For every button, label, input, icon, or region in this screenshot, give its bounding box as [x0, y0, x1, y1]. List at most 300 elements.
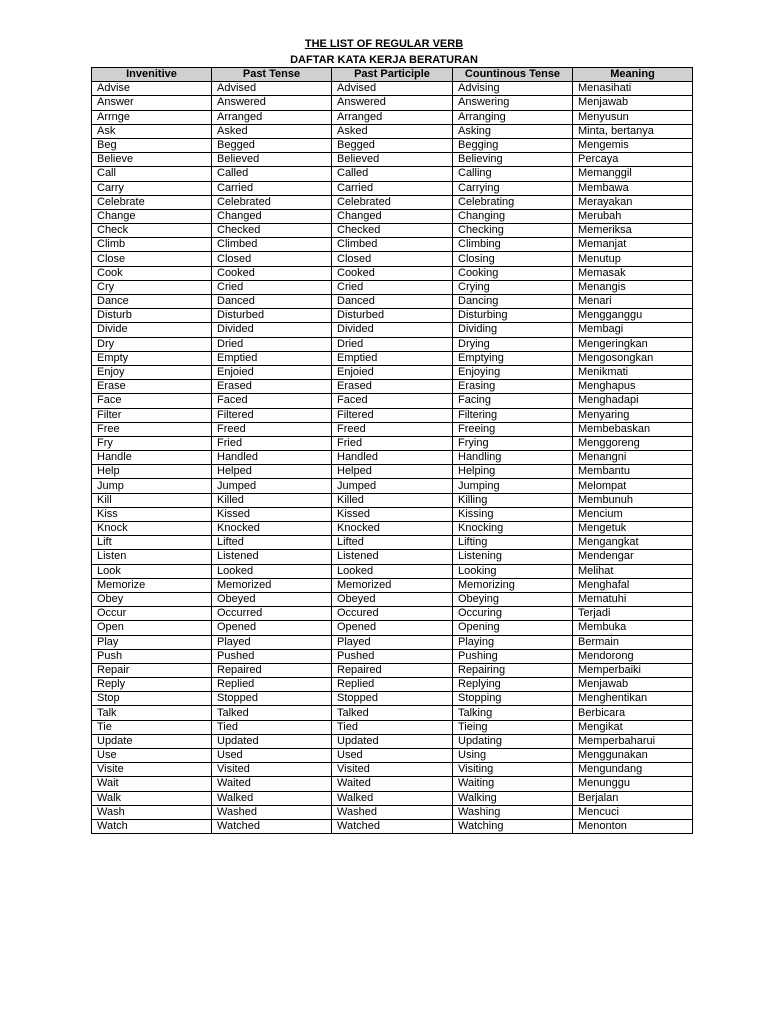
- cell-meaning: Menikmati: [573, 365, 693, 379]
- cell-infinitive: Cry: [92, 280, 212, 294]
- cell-meaning: Mencuci: [573, 805, 693, 819]
- cell-infinitive: Erase: [92, 380, 212, 394]
- cell-past-tense: Waited: [212, 777, 332, 791]
- table-row: [92, 635, 693, 649]
- cell-continuous-tense: Watching: [453, 819, 573, 833]
- cell-infinitive: Open: [92, 621, 212, 635]
- table-row: [92, 550, 693, 564]
- table-row: [92, 777, 693, 791]
- document-subtitle: DAFTAR KATA KERJA BERATURAN: [290, 54, 478, 66]
- cell-meaning: Menangis: [573, 280, 693, 294]
- table-row: [92, 465, 693, 479]
- cell-past-participle: Jumped: [332, 479, 453, 493]
- cell-continuous-tense: Listening: [453, 550, 573, 564]
- cell-infinitive: Dry: [92, 337, 212, 351]
- cell-infinitive: Check: [92, 224, 212, 238]
- cell-past-tense: Asked: [212, 124, 332, 138]
- cell-infinitive: Divide: [92, 323, 212, 337]
- cell-infinitive: Update: [92, 734, 212, 748]
- column-header-continuous-tense: Countinous Tense: [453, 68, 573, 82]
- cell-past-participle: Divided: [332, 323, 453, 337]
- cell-meaning: Menasihati: [573, 82, 693, 96]
- cell-past-participle: Checked: [332, 224, 453, 238]
- table-row: [92, 252, 693, 266]
- table-body: [92, 82, 693, 834]
- table-row: [92, 380, 693, 394]
- cell-infinitive: Tie: [92, 720, 212, 734]
- cell-meaning: Merubah: [573, 209, 693, 223]
- cell-past-participle: Changed: [332, 209, 453, 223]
- cell-continuous-tense: Memorizing: [453, 578, 573, 592]
- cell-meaning: Mencium: [573, 507, 693, 521]
- cell-past-tense: Tied: [212, 720, 332, 734]
- regular-verb-table: [91, 67, 693, 834]
- cell-infinitive: Dance: [92, 295, 212, 309]
- table-row: [92, 209, 693, 223]
- cell-past-participle: Faced: [332, 394, 453, 408]
- cell-past-tense: Walked: [212, 791, 332, 805]
- cell-meaning: Memanggil: [573, 167, 693, 181]
- table-row: [92, 295, 693, 309]
- column-header-infinitive: Invenitive: [92, 68, 212, 82]
- cell-infinitive: Jump: [92, 479, 212, 493]
- cell-continuous-tense: Updating: [453, 734, 573, 748]
- cell-past-participle: Kissed: [332, 507, 453, 521]
- table-row: [92, 678, 693, 692]
- cell-past-tense: Disturbed: [212, 309, 332, 323]
- cell-past-participle: Helped: [332, 465, 453, 479]
- table-row: [92, 138, 693, 152]
- cell-meaning: Membawa: [573, 181, 693, 195]
- cell-continuous-tense: Disturbing: [453, 309, 573, 323]
- cell-meaning: Mengemis: [573, 138, 693, 152]
- table-row: [92, 337, 693, 351]
- cell-past-tense: Visited: [212, 763, 332, 777]
- cell-meaning: Menghapus: [573, 380, 693, 394]
- cell-past-participle: Dried: [332, 337, 453, 351]
- cell-past-participle: Waited: [332, 777, 453, 791]
- cell-past-tense: Used: [212, 749, 332, 763]
- cell-continuous-tense: Climbing: [453, 238, 573, 252]
- cell-past-participle: Tied: [332, 720, 453, 734]
- cell-meaning: Memperbaharui: [573, 734, 693, 748]
- cell-continuous-tense: Visiting: [453, 763, 573, 777]
- cell-meaning: Mengundang: [573, 763, 693, 777]
- cell-past-participle: Washed: [332, 805, 453, 819]
- cell-continuous-tense: Handling: [453, 451, 573, 465]
- cell-past-tense: Stopped: [212, 692, 332, 706]
- table-row: [92, 564, 693, 578]
- cell-continuous-tense: Arranging: [453, 110, 573, 124]
- table-row: [92, 195, 693, 209]
- cell-meaning: Mendengar: [573, 550, 693, 564]
- cell-past-participle: Cried: [332, 280, 453, 294]
- cell-past-tense: Looked: [212, 564, 332, 578]
- cell-past-tense: Erased: [212, 380, 332, 394]
- cell-past-tense: Occurred: [212, 607, 332, 621]
- cell-past-participle: Talked: [332, 706, 453, 720]
- cell-continuous-tense: Lifting: [453, 536, 573, 550]
- cell-continuous-tense: Helping: [453, 465, 573, 479]
- cell-continuous-tense: Frying: [453, 436, 573, 450]
- cell-past-tense: Divided: [212, 323, 332, 337]
- table-row: [92, 266, 693, 280]
- cell-past-participle: Disturbed: [332, 309, 453, 323]
- cell-meaning: Menjawab: [573, 96, 693, 110]
- cell-infinitive: Cook: [92, 266, 212, 280]
- table-row: [92, 365, 693, 379]
- table-row: [92, 621, 693, 635]
- cell-infinitive: Advise: [92, 82, 212, 96]
- table-row: [92, 763, 693, 777]
- cell-past-tense: Watched: [212, 819, 332, 833]
- cell-past-participle: Believed: [332, 153, 453, 167]
- cell-infinitive: Free: [92, 422, 212, 436]
- cell-past-participle: Asked: [332, 124, 453, 138]
- cell-infinitive: Memorize: [92, 578, 212, 592]
- cell-meaning: Membebaskan: [573, 422, 693, 436]
- cell-continuous-tense: Enjoying: [453, 365, 573, 379]
- cell-meaning: Mengeringkan: [573, 337, 693, 351]
- cell-infinitive: Wait: [92, 777, 212, 791]
- cell-past-tense: Memorized: [212, 578, 332, 592]
- cell-infinitive: Enjoy: [92, 365, 212, 379]
- cell-past-tense: Enjoied: [212, 365, 332, 379]
- table-row: [92, 153, 693, 167]
- table-row: [92, 734, 693, 748]
- cell-past-participle: Memorized: [332, 578, 453, 592]
- table-row: [92, 805, 693, 819]
- cell-past-participle: Advised: [332, 82, 453, 96]
- cell-meaning: Minta, bertanya: [573, 124, 693, 138]
- cell-infinitive: Watch: [92, 819, 212, 833]
- cell-meaning: Merayakan: [573, 195, 693, 209]
- table-row: [92, 394, 693, 408]
- cell-infinitive: Occur: [92, 607, 212, 621]
- cell-past-tense: Closed: [212, 252, 332, 266]
- cell-infinitive: Knock: [92, 522, 212, 536]
- cell-continuous-tense: Walking: [453, 791, 573, 805]
- cell-infinitive: Close: [92, 252, 212, 266]
- cell-past-participle: Killed: [332, 493, 453, 507]
- cell-past-tense: Pushed: [212, 649, 332, 663]
- cell-past-participle: Knocked: [332, 522, 453, 536]
- cell-meaning: Mengganggu: [573, 309, 693, 323]
- cell-continuous-tense: Changing: [453, 209, 573, 223]
- cell-continuous-tense: Freeing: [453, 422, 573, 436]
- cell-infinitive: Reply: [92, 678, 212, 692]
- cell-past-participle: Danced: [332, 295, 453, 309]
- cell-past-participle: Walked: [332, 791, 453, 805]
- cell-continuous-tense: Tieing: [453, 720, 573, 734]
- cell-past-participle: Updated: [332, 734, 453, 748]
- cell-past-tense: Arranged: [212, 110, 332, 124]
- cell-past-participle: Handled: [332, 451, 453, 465]
- cell-infinitive: Empty: [92, 351, 212, 365]
- cell-infinitive: Arrnge: [92, 110, 212, 124]
- cell-meaning: Menyaring: [573, 408, 693, 422]
- cell-infinitive: Filter: [92, 408, 212, 422]
- cell-infinitive: Handle: [92, 451, 212, 465]
- cell-past-participle: Celebrated: [332, 195, 453, 209]
- table-row: [92, 167, 693, 181]
- table-row: [92, 607, 693, 621]
- table-row: [92, 578, 693, 592]
- cell-continuous-tense: Washing: [453, 805, 573, 819]
- cell-past-tense: Begged: [212, 138, 332, 152]
- cell-meaning: Melompat: [573, 479, 693, 493]
- table-row: [92, 749, 693, 763]
- cell-past-tense: Advised: [212, 82, 332, 96]
- cell-meaning: Menutup: [573, 252, 693, 266]
- cell-meaning: Menggoreng: [573, 436, 693, 450]
- cell-continuous-tense: Replying: [453, 678, 573, 692]
- cell-continuous-tense: Celebrating: [453, 195, 573, 209]
- cell-infinitive: Call: [92, 167, 212, 181]
- cell-past-tense: Answered: [212, 96, 332, 110]
- column-header-past-tense: Past Tense: [212, 68, 332, 82]
- cell-infinitive: Talk: [92, 706, 212, 720]
- table-row: [92, 181, 693, 195]
- cell-infinitive: Change: [92, 209, 212, 223]
- cell-infinitive: Ask: [92, 124, 212, 138]
- cell-infinitive: Stop: [92, 692, 212, 706]
- cell-infinitive: Push: [92, 649, 212, 663]
- table-row: [92, 82, 693, 96]
- table-row: [92, 451, 693, 465]
- cell-past-tense: Opened: [212, 621, 332, 635]
- cell-past-participle: Lifted: [332, 536, 453, 550]
- table-row: [92, 280, 693, 294]
- cell-past-participle: Filtered: [332, 408, 453, 422]
- cell-infinitive: Play: [92, 635, 212, 649]
- table-row: [92, 110, 693, 124]
- cell-continuous-tense: Opening: [453, 621, 573, 635]
- cell-past-tense: Cooked: [212, 266, 332, 280]
- cell-infinitive: Climb: [92, 238, 212, 252]
- cell-continuous-tense: Dancing: [453, 295, 573, 309]
- cell-meaning: Menghafal: [573, 578, 693, 592]
- cell-past-participle: Played: [332, 635, 453, 649]
- cell-infinitive: Kill: [92, 493, 212, 507]
- cell-infinitive: Carry: [92, 181, 212, 195]
- cell-past-tense: Kissed: [212, 507, 332, 521]
- cell-meaning: Melihat: [573, 564, 693, 578]
- cell-continuous-tense: Filtering: [453, 408, 573, 422]
- cell-continuous-tense: Using: [453, 749, 573, 763]
- cell-continuous-tense: Dividing: [453, 323, 573, 337]
- cell-continuous-tense: Jumping: [453, 479, 573, 493]
- cell-meaning: Memeriksa: [573, 224, 693, 238]
- cell-meaning: Mematuhi: [573, 592, 693, 606]
- cell-continuous-tense: Stopping: [453, 692, 573, 706]
- cell-past-participle: Begged: [332, 138, 453, 152]
- header-row: [92, 68, 693, 82]
- cell-infinitive: Beg: [92, 138, 212, 152]
- table-row: [92, 819, 693, 833]
- cell-past-tense: Repaired: [212, 663, 332, 677]
- cell-infinitive: Lift: [92, 536, 212, 550]
- cell-past-tense: Replied: [212, 678, 332, 692]
- cell-past-participle: Enjoied: [332, 365, 453, 379]
- cell-infinitive: Face: [92, 394, 212, 408]
- cell-meaning: Bermain: [573, 635, 693, 649]
- cell-infinitive: Obey: [92, 592, 212, 606]
- cell-past-participle: Freed: [332, 422, 453, 436]
- table-row: [92, 663, 693, 677]
- cell-continuous-tense: Answering: [453, 96, 573, 110]
- table-row: [92, 791, 693, 805]
- cell-meaning: Menggunakan: [573, 749, 693, 763]
- cell-past-tense: Celebrated: [212, 195, 332, 209]
- cell-past-tense: Danced: [212, 295, 332, 309]
- cell-continuous-tense: Crying: [453, 280, 573, 294]
- cell-infinitive: Wash: [92, 805, 212, 819]
- cell-past-tense: Filtered: [212, 408, 332, 422]
- cell-past-tense: Emptied: [212, 351, 332, 365]
- table-row: [92, 522, 693, 536]
- cell-past-tense: Obeyed: [212, 592, 332, 606]
- cell-continuous-tense: Advising: [453, 82, 573, 96]
- cell-continuous-tense: Asking: [453, 124, 573, 138]
- table-header: [92, 68, 693, 82]
- cell-past-participle: Fried: [332, 436, 453, 450]
- cell-infinitive: Answer: [92, 96, 212, 110]
- cell-past-tense: Helped: [212, 465, 332, 479]
- cell-meaning: Mengikat: [573, 720, 693, 734]
- cell-meaning: Terjadi: [573, 607, 693, 621]
- table-row: [92, 422, 693, 436]
- table-row: [92, 351, 693, 365]
- cell-meaning: Mengosongkan: [573, 351, 693, 365]
- cell-meaning: Membagi: [573, 323, 693, 337]
- cell-continuous-tense: Killing: [453, 493, 573, 507]
- cell-infinitive: Believe: [92, 153, 212, 167]
- cell-past-participle: Pushed: [332, 649, 453, 663]
- cell-meaning: Menonton: [573, 819, 693, 833]
- cell-past-tense: Talked: [212, 706, 332, 720]
- cell-past-tense: Knocked: [212, 522, 332, 536]
- cell-continuous-tense: Looking: [453, 564, 573, 578]
- cell-past-participle: Obeyed: [332, 592, 453, 606]
- cell-meaning: Menangni: [573, 451, 693, 465]
- cell-past-tense: Dried: [212, 337, 332, 351]
- cell-meaning: Menyusun: [573, 110, 693, 124]
- cell-past-tense: Jumped: [212, 479, 332, 493]
- cell-continuous-tense: Checking: [453, 224, 573, 238]
- cell-meaning: Menghadapi: [573, 394, 693, 408]
- cell-past-tense: Updated: [212, 734, 332, 748]
- cell-continuous-tense: Closing: [453, 252, 573, 266]
- cell-past-tense: Called: [212, 167, 332, 181]
- cell-past-participle: Visited: [332, 763, 453, 777]
- cell-past-tense: Listened: [212, 550, 332, 564]
- cell-past-participle: Occured: [332, 607, 453, 621]
- cell-continuous-tense: Believing: [453, 153, 573, 167]
- cell-meaning: Memperbaiki: [573, 663, 693, 677]
- cell-continuous-tense: Kissing: [453, 507, 573, 521]
- table-row: [92, 649, 693, 663]
- cell-meaning: Memanjat: [573, 238, 693, 252]
- cell-past-participle: Emptied: [332, 351, 453, 365]
- cell-past-participle: Listened: [332, 550, 453, 564]
- cell-meaning: Berjalan: [573, 791, 693, 805]
- cell-meaning: Menghentikan: [573, 692, 693, 706]
- cell-continuous-tense: Pushing: [453, 649, 573, 663]
- table-row: [92, 408, 693, 422]
- cell-past-tense: Played: [212, 635, 332, 649]
- cell-past-participle: Arranged: [332, 110, 453, 124]
- cell-past-tense: Believed: [212, 153, 332, 167]
- cell-past-participle: Looked: [332, 564, 453, 578]
- cell-infinitive: Repair: [92, 663, 212, 677]
- cell-continuous-tense: Talking: [453, 706, 573, 720]
- cell-meaning: Menjawab: [573, 678, 693, 692]
- cell-meaning: Percaya: [573, 153, 693, 167]
- cell-infinitive: Walk: [92, 791, 212, 805]
- cell-past-tense: Killed: [212, 493, 332, 507]
- cell-past-tense: Cried: [212, 280, 332, 294]
- cell-past-tense: Handled: [212, 451, 332, 465]
- cell-meaning: Membunuh: [573, 493, 693, 507]
- cell-past-participle: Climbed: [332, 238, 453, 252]
- cell-past-participle: Answered: [332, 96, 453, 110]
- table-row: [92, 96, 693, 110]
- cell-infinitive: Look: [92, 564, 212, 578]
- cell-infinitive: Visite: [92, 763, 212, 777]
- cell-past-participle: Closed: [332, 252, 453, 266]
- cell-continuous-tense: Begging: [453, 138, 573, 152]
- table-row: [92, 323, 693, 337]
- cell-meaning: Membantu: [573, 465, 693, 479]
- cell-meaning: Mengangkat: [573, 536, 693, 550]
- cell-meaning: Berbicara: [573, 706, 693, 720]
- document-title: THE LIST OF REGULAR VERB: [304, 38, 464, 50]
- table-row: [92, 436, 693, 450]
- table-row: [92, 720, 693, 734]
- cell-past-tense: Faced: [212, 394, 332, 408]
- cell-meaning: Mengetuk: [573, 522, 693, 536]
- cell-past-participle: Erased: [332, 380, 453, 394]
- table-row: [92, 706, 693, 720]
- cell-past-tense: Carried: [212, 181, 332, 195]
- cell-meaning: Membuka: [573, 621, 693, 635]
- cell-past-tense: Changed: [212, 209, 332, 223]
- table-row: [92, 238, 693, 252]
- cell-meaning: Mendorong: [573, 649, 693, 663]
- cell-past-participle: Used: [332, 749, 453, 763]
- cell-meaning: Menunggu: [573, 777, 693, 791]
- cell-infinitive: Kiss: [92, 507, 212, 521]
- cell-past-tense: Climbed: [212, 238, 332, 252]
- cell-past-participle: Repaired: [332, 663, 453, 677]
- table-row: [92, 536, 693, 550]
- cell-infinitive: Help: [92, 465, 212, 479]
- cell-past-tense: Fried: [212, 436, 332, 450]
- cell-continuous-tense: Drying: [453, 337, 573, 351]
- cell-meaning: Memasak: [573, 266, 693, 280]
- cell-past-participle: Called: [332, 167, 453, 181]
- column-header-meaning: Meaning: [573, 68, 693, 82]
- table-row: [92, 224, 693, 238]
- cell-continuous-tense: Occuring: [453, 607, 573, 621]
- cell-past-participle: Cooked: [332, 266, 453, 280]
- table-row: [92, 124, 693, 138]
- cell-continuous-tense: Playing: [453, 635, 573, 649]
- cell-continuous-tense: Repairing: [453, 663, 573, 677]
- cell-infinitive: Use: [92, 749, 212, 763]
- cell-continuous-tense: Waiting: [453, 777, 573, 791]
